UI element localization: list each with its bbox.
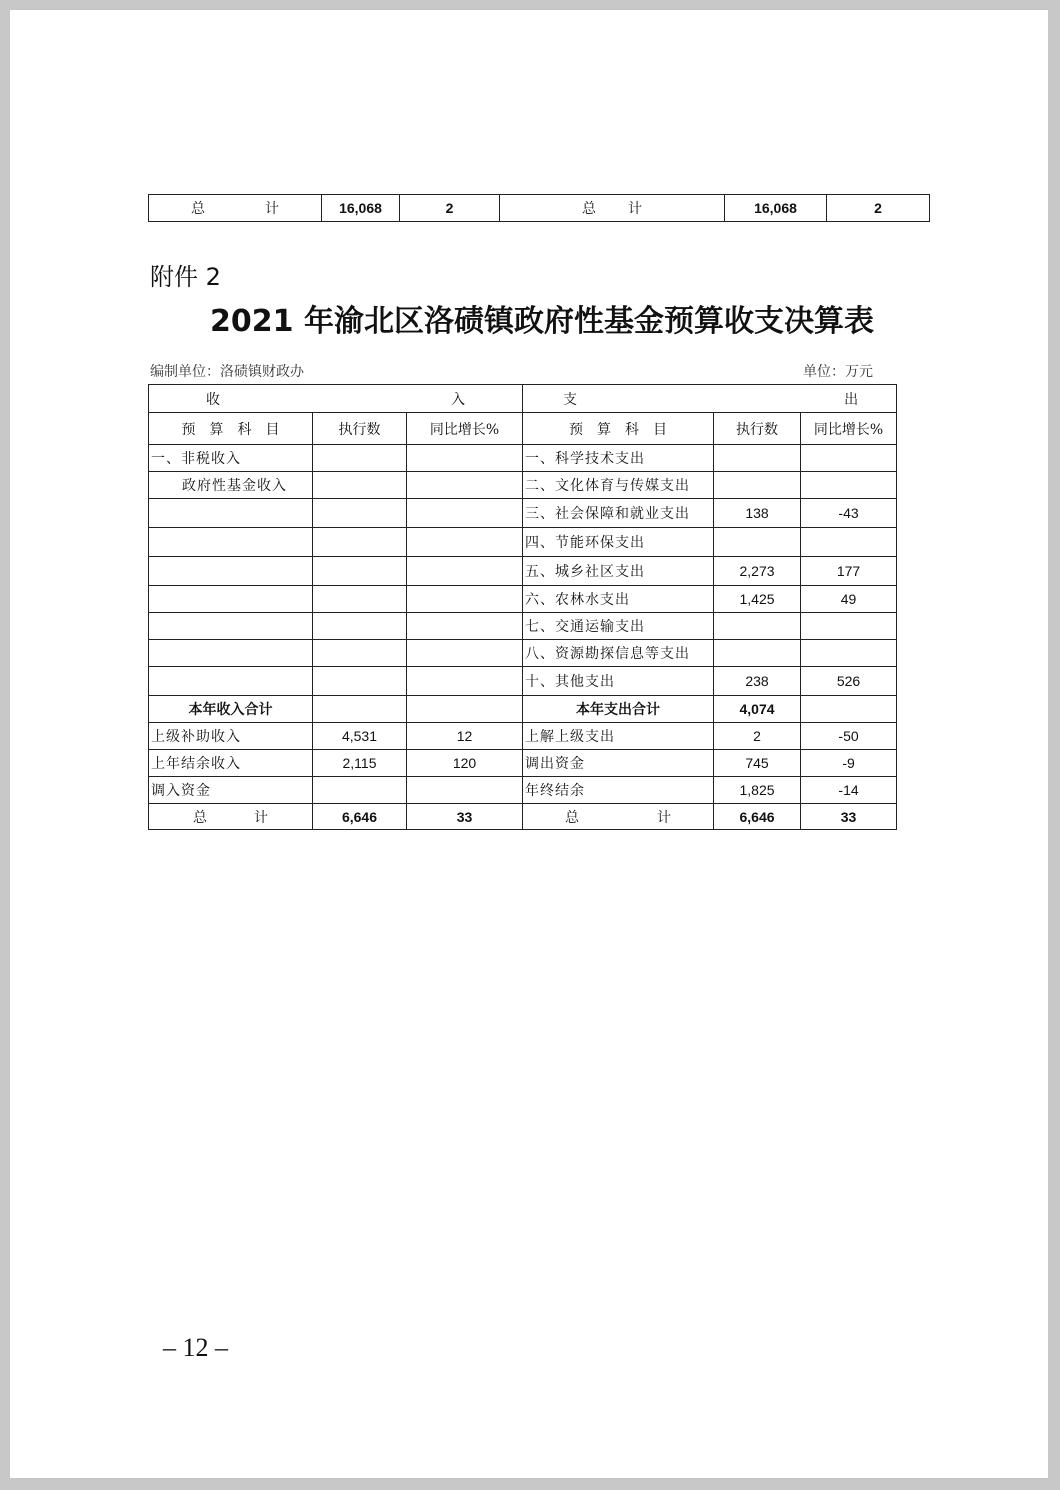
expense-growth-cell: -50 bbox=[801, 723, 897, 750]
total-label-part: 计 bbox=[265, 201, 279, 217]
table-row bbox=[149, 777, 897, 804]
expense-section-header bbox=[523, 385, 897, 413]
column-header-row bbox=[149, 413, 897, 445]
grand-total-row bbox=[149, 804, 897, 830]
total-value-cell: 16,068 bbox=[322, 195, 400, 222]
table-body bbox=[149, 445, 897, 804]
expense-item-cell: 四、节能环保支出 bbox=[523, 528, 714, 557]
total-growth-cell: 2 bbox=[827, 195, 930, 222]
table-row bbox=[149, 723, 897, 750]
income-item-cell bbox=[149, 557, 313, 586]
table-row bbox=[149, 613, 897, 640]
expense-exec-cell: 2 bbox=[714, 723, 801, 750]
expense-item-cell: 七、交通运输支出 bbox=[523, 613, 714, 640]
expense-growth-cell: 526 bbox=[801, 667, 897, 696]
table-row bbox=[149, 667, 897, 696]
grand-total-label-part: 计 bbox=[657, 809, 672, 826]
income-item-cell bbox=[149, 528, 313, 557]
grand-total-exec-expense: 6,646 bbox=[714, 804, 801, 830]
document-page bbox=[10, 10, 1048, 1478]
income-exec-cell bbox=[313, 667, 407, 696]
expense-exec-cell: 1,825 bbox=[714, 777, 801, 804]
income-growth-cell bbox=[407, 667, 523, 696]
expense-growth-cell: -43 bbox=[801, 499, 897, 528]
income-growth-cell bbox=[407, 528, 523, 557]
total-growth-cell: 2 bbox=[400, 195, 500, 222]
col-header-subject-income: 预 算 科 目 bbox=[149, 413, 313, 445]
grand-total-exec-income: 6,646 bbox=[313, 804, 407, 830]
income-item-cell: 上级补助收入 bbox=[149, 723, 313, 750]
expense-growth-cell bbox=[801, 445, 897, 472]
page-number: – 12 – bbox=[163, 1333, 228, 1362]
expense-item-cell: 六、农林水支出 bbox=[523, 586, 714, 613]
expense-growth-cell: -14 bbox=[801, 777, 897, 804]
income-item-cell: 本年收入合计 bbox=[149, 696, 313, 723]
table-row bbox=[149, 750, 897, 777]
income-header-part: 入 bbox=[451, 391, 466, 408]
total-value-cell: 16,068 bbox=[725, 195, 827, 222]
income-exec-cell bbox=[313, 777, 407, 804]
grand-total-label-part: 总 bbox=[193, 809, 207, 826]
income-exec-cell bbox=[313, 586, 407, 613]
income-growth-cell bbox=[407, 777, 523, 804]
income-growth-cell bbox=[407, 472, 523, 499]
expense-exec-cell: 238 bbox=[714, 667, 801, 696]
col-header-exec-income: 执行数 bbox=[313, 413, 407, 445]
income-exec-cell bbox=[313, 528, 407, 557]
attachment-label: 附件 2 bbox=[150, 263, 221, 291]
expense-item-cell: 二、文化体育与传媒支出 bbox=[523, 472, 714, 499]
income-item-cell: 政府性基金收入 bbox=[149, 472, 313, 499]
page-title: 2021 年渝北区洛碛镇政府性基金预算收支决算表 bbox=[210, 304, 874, 339]
income-item-cell: 一、非税收入 bbox=[149, 445, 313, 472]
table-row bbox=[149, 499, 897, 528]
expense-item-cell: 年终结余 bbox=[523, 777, 714, 804]
expense-exec-cell: 138 bbox=[714, 499, 801, 528]
grand-total-label-income bbox=[149, 804, 313, 830]
expense-exec-cell: 745 bbox=[714, 750, 801, 777]
expense-exec-cell bbox=[714, 528, 801, 557]
income-exec-cell bbox=[313, 472, 407, 499]
expense-item-cell: 十、其他支出 bbox=[523, 667, 714, 696]
income-exec-cell bbox=[313, 640, 407, 667]
income-growth-cell bbox=[407, 557, 523, 586]
expense-exec-cell bbox=[714, 640, 801, 667]
grand-total-label-part: 总 bbox=[565, 809, 580, 826]
income-section-header bbox=[149, 385, 523, 413]
expense-growth-cell: 49 bbox=[801, 586, 897, 613]
income-growth-cell bbox=[407, 613, 523, 640]
expense-item-cell: 本年支出合计 bbox=[523, 696, 714, 723]
expense-growth-cell: -9 bbox=[801, 750, 897, 777]
expense-growth-cell bbox=[801, 613, 897, 640]
income-exec-cell bbox=[313, 613, 407, 640]
expense-exec-cell bbox=[714, 472, 801, 499]
income-exec-cell bbox=[313, 499, 407, 528]
income-item-cell: 调入资金 bbox=[149, 777, 313, 804]
previous-table-total-row bbox=[148, 194, 930, 222]
total-label-part: 总 bbox=[191, 201, 205, 217]
expense-exec-cell: 2,273 bbox=[714, 557, 801, 586]
expense-item-cell: 调出资金 bbox=[523, 750, 714, 777]
expense-item-cell: 三、社会保障和就业支出 bbox=[523, 499, 714, 528]
income-growth-cell bbox=[407, 499, 523, 528]
expense-item-cell: 八、资源勘探信息等支出 bbox=[523, 640, 714, 667]
table-row bbox=[149, 195, 930, 222]
col-header-subject-expense: 预 算 科 目 bbox=[523, 413, 714, 445]
income-growth-cell bbox=[407, 640, 523, 667]
expense-growth-cell bbox=[801, 696, 897, 723]
table-row bbox=[149, 696, 897, 723]
expense-growth-cell bbox=[801, 472, 897, 499]
total-label-part: 总 bbox=[582, 201, 596, 217]
expense-item-cell: 上解上级支出 bbox=[523, 723, 714, 750]
income-growth-cell bbox=[407, 696, 523, 723]
table-row bbox=[149, 472, 897, 499]
income-item-cell bbox=[149, 586, 313, 613]
table-row bbox=[149, 640, 897, 667]
table-row bbox=[149, 445, 897, 472]
expense-item-cell: 一、科学技术支出 bbox=[523, 445, 714, 472]
total-label-part: 计 bbox=[628, 201, 642, 217]
expense-growth-cell bbox=[801, 528, 897, 557]
total-label-cell bbox=[149, 195, 322, 222]
income-growth-cell: 12 bbox=[407, 723, 523, 750]
table-row bbox=[149, 586, 897, 613]
income-growth-cell bbox=[407, 445, 523, 472]
expense-exec-cell: 1,425 bbox=[714, 586, 801, 613]
expense-exec-cell bbox=[714, 613, 801, 640]
income-exec-cell: 4,531 bbox=[313, 723, 407, 750]
table-row bbox=[149, 557, 897, 586]
income-item-cell bbox=[149, 640, 313, 667]
grand-total-growth-income: 33 bbox=[407, 804, 523, 830]
col-header-growth-expense: 同比增长% bbox=[801, 413, 897, 445]
income-header-part: 收 bbox=[206, 391, 220, 408]
total-label-cell bbox=[500, 195, 725, 222]
income-item-cell: 上年结余收入 bbox=[149, 750, 313, 777]
income-item-cell bbox=[149, 499, 313, 528]
income-exec-cell bbox=[313, 696, 407, 723]
col-header-exec-expense: 执行数 bbox=[714, 413, 801, 445]
income-growth-cell: 120 bbox=[407, 750, 523, 777]
expense-header-part: 支 bbox=[563, 391, 578, 408]
grand-total-growth-expense: 33 bbox=[801, 804, 897, 830]
expense-item-cell: 五、城乡社区支出 bbox=[523, 557, 714, 586]
income-growth-cell bbox=[407, 586, 523, 613]
income-exec-cell bbox=[313, 445, 407, 472]
expense-exec-cell: 4,074 bbox=[714, 696, 801, 723]
expense-growth-cell bbox=[801, 640, 897, 667]
income-item-cell bbox=[149, 667, 313, 696]
income-exec-cell: 2,115 bbox=[313, 750, 407, 777]
grand-total-label-expense bbox=[523, 804, 714, 830]
section-header-row bbox=[149, 385, 897, 413]
income-item-cell bbox=[149, 613, 313, 640]
income-exec-cell bbox=[313, 557, 407, 586]
compiler-unit: 编制单位：洛碛镇财政办 bbox=[150, 364, 304, 380]
expense-growth-cell: 177 bbox=[801, 557, 897, 586]
expense-header-part: 出 bbox=[844, 391, 859, 408]
grand-total-label-part: 计 bbox=[254, 809, 268, 826]
table-row bbox=[149, 528, 897, 557]
expense-exec-cell bbox=[714, 445, 801, 472]
currency-unit: 单位：万元 bbox=[803, 364, 873, 380]
budget-table bbox=[148, 384, 897, 830]
col-header-growth-income: 同比增长% bbox=[407, 413, 523, 445]
